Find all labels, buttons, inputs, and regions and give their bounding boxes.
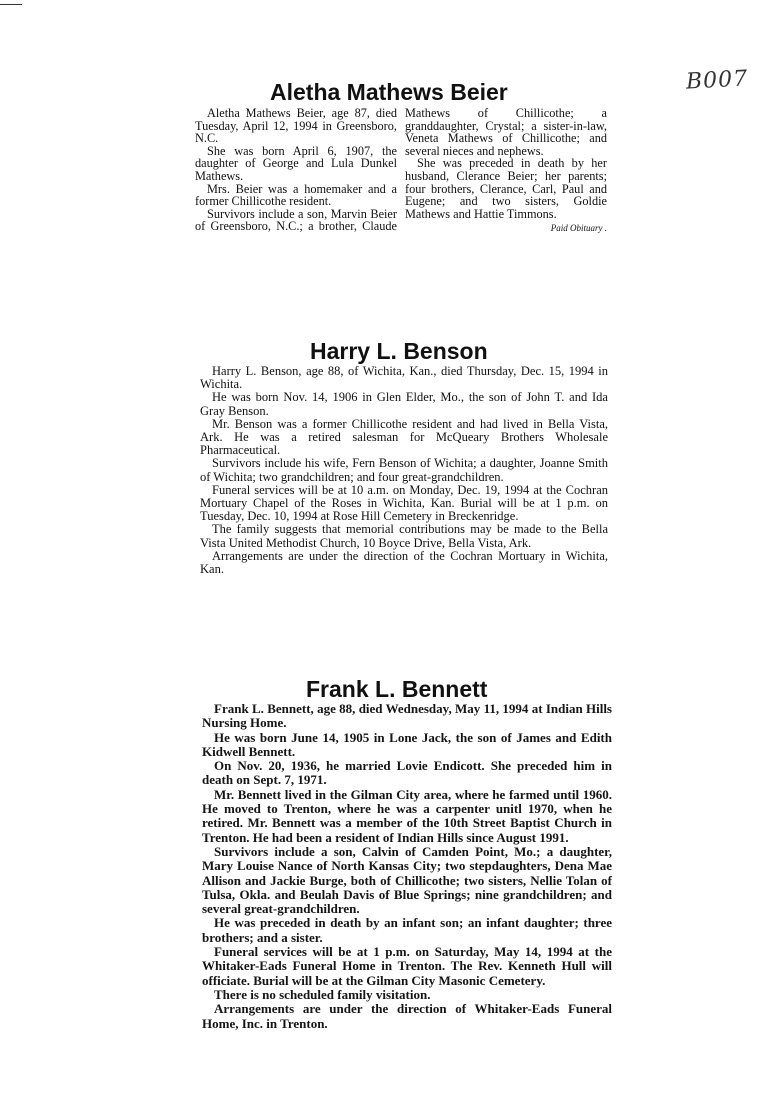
paragraph: She was preceded in death by her husband, Clerance Beier; her parents; four brothers, Clerance, Carl, Paul and Eugene; and two sisters, Goldie Mathews and Hattie Timmons. — [405, 156, 607, 221]
paragraph: Harry L. Benson, age 88, of Wichita, Kan., died Thursday, Dec. 15, 1994 in Wichita. — [200, 364, 608, 392]
paragraph: Mr. Benson was a former Chillicothe resident and had lived in Bella Vista, Ark. He was a retired salesman for McQueary Brothers Wholesale Pharmaceutical. — [200, 416, 608, 458]
paid-obituary-note: Paid Obituary . — [550, 223, 607, 234]
paragraph: Arrangements are under the direction of Whitaker-Eads Funeral Home, Inc. in Trenton. — [202, 1001, 612, 1031]
paragraph: On Nov. 20, 1936, he married Lovie Endicott. She preceded him in death on Sept. 7, 1971. — [202, 758, 612, 788]
paragraph: Arrangements are under the direction of the Cochran Mortuary in Wichita, Kan. — [200, 548, 608, 577]
paragraph: Survivors include a son, Calvin of Camden Point, Mo.; a daughter, Mary Louise Nance of North Kansas City; two stepdaughters, Dena Mae Allison and Jackie Burge, both of Chillicothe; two sisters, Nellie Tolan of Tulsa, Okla. and Beulah Davis of Blue Springs; nine grandchildren; and several great-grandchildren. — [202, 843, 612, 917]
paragraph: He was born Nov. 14, 1906 in Glen Elder, Mo., the son of John T. and Ida Gray Benson. — [200, 390, 608, 418]
paragraph: He was born June 14, 1905 in Lone Jack, the son of James and Edith Kidwell Bennett. — [202, 729, 612, 759]
paragraph: Funeral services will be at 1 p.m. on Saturday, May 14, 1994 at the Whitaker-Eads Funeral Home in Trenton. The Rev. Kenneth Hull will officiate. Burial will be at the Gilman City Masonic Cemetery. — [202, 944, 612, 988]
obituary-body — [202, 702, 612, 1031]
paragraph: Mrs. Beier was a homemaker and a former Chillicothe resident. — [195, 181, 397, 209]
obituary-title: Frank L. Bennett — [306, 676, 488, 702]
paragraph: Mr. Bennett lived in the Gilman City area, where he farmed until 1960. He moved to Trenton, where he was a carpenter unitl 1970, when he retired. Mr. Bennett was a member of the 10th Street Baptist Church in Trenton. He had been a resident of Indian Hills since August 1991. — [202, 786, 612, 845]
paragraph: Aletha Mathews Beier, age 87, died Tuesday, April 12, 1994 in Greensboro, N.C. — [195, 106, 397, 146]
scan-corner-mark — [0, 4, 22, 5]
obituary-body — [195, 107, 607, 259]
paragraph: The family suggests that memorial contributions may be made to the Bella Vista United Methodist Church, 10 Boyce Drive, Bella Vista, Ark. — [200, 522, 608, 550]
obituary-title: Aletha Mathews Beier — [270, 79, 508, 105]
obituary-body — [200, 365, 608, 576]
paragraph: Survivors include his wife, Fern Benson of Wichita; a daughter, Joanne Smith of Wichita; two grandchildren; and four great-grandchildren. — [200, 456, 608, 484]
paragraph: She was born April 6, 1907, the daughter of George and Lula Dunkel Mathews. — [195, 143, 397, 183]
paragraph: There is no scheduled family visitation. — [214, 986, 431, 1002]
paragraph: He was preceded in death by an infant son; an infant daughter; three brothers; and a sister. — [202, 915, 612, 945]
paragraph: Frank L. Bennett, age 88, died Wednesday, May 11, 1994 at Indian Hills Nursing Home. — [202, 701, 612, 731]
obituary-title: Harry L. Benson — [310, 338, 488, 364]
paragraph: Survivors include a son, Marvin Beier of Greensboro, N.C.; a brother, Claude Mathews of Chillicothe; a granddaughter, Crystal; a sister-in-law, Veneta Mathews of Chillicothe; and several nieces and nephews. — [195, 106, 607, 234]
paragraph: Funeral services will be at 10 a.m. on Monday, Dec. 19, 1994 at the Cochran Mortuary Chapel of the Roses in Wichita, Kan. Burial will be at 1 p.m. on Tuesday, Dec. 10, 1994 at Rose Hill Cemetery in Breckenridge. — [200, 482, 608, 524]
handwritten-page-code: B007 — [685, 66, 749, 95]
